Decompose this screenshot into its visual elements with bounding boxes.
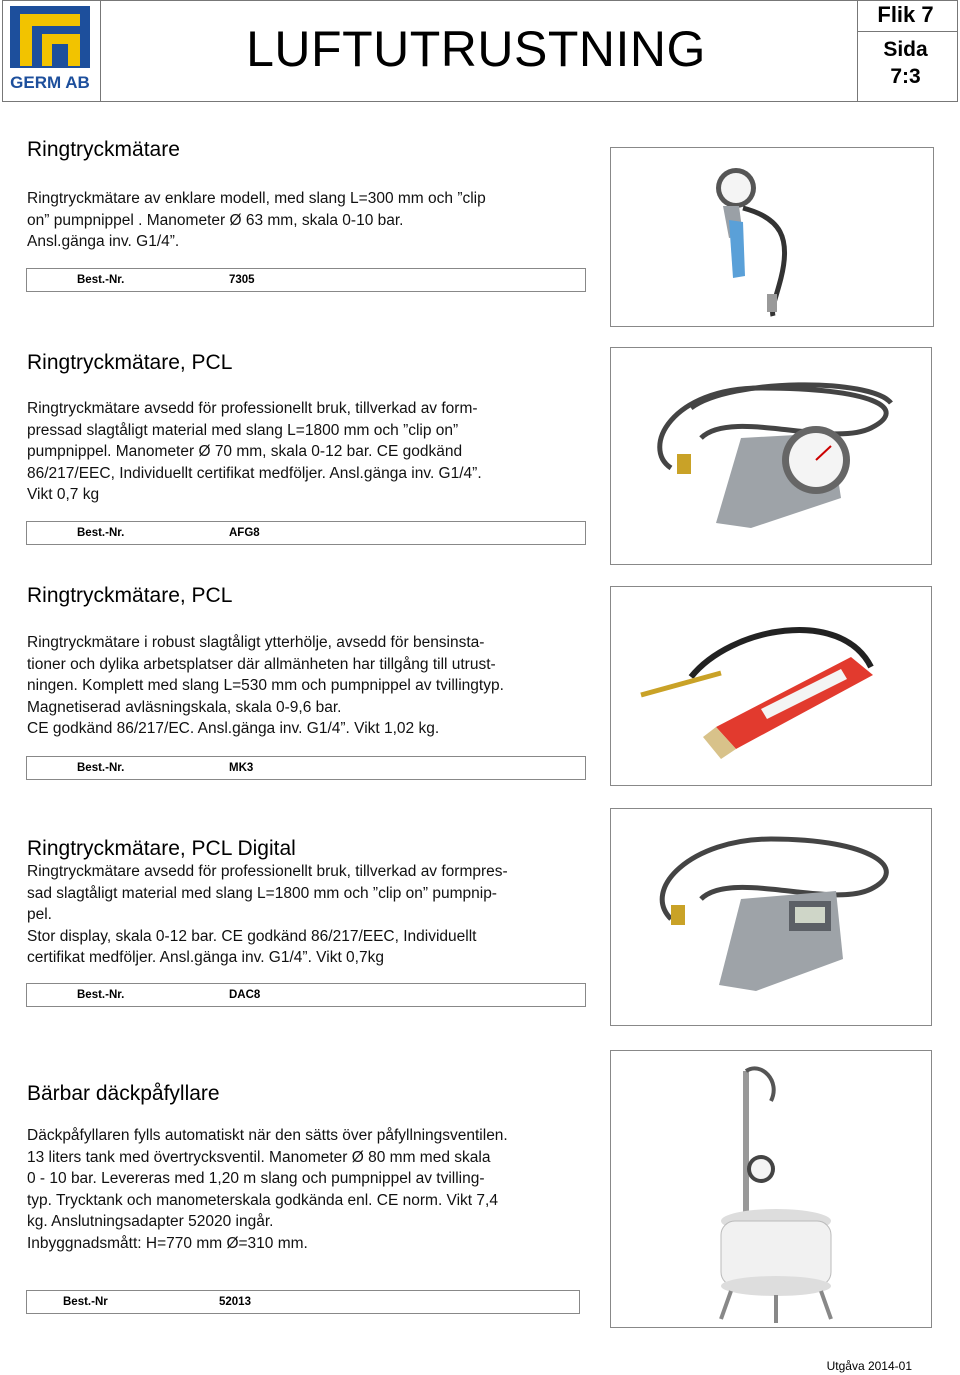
order-number: AFG8 bbox=[229, 527, 260, 539]
order-number: MK3 bbox=[229, 762, 254, 774]
product-description: Ringtryckmätare avsedd för professionellt bruk, tillverkad av formpres- sad slagtåligt material med slang L=1800 mm och ”clip on” pumpnip- pel. Stor display, skala 0-12 bar. CE godkänd 86/217/EEC, Individuellt certifikat medföljer. Ansl.gänga inv. G1/4”. Vikt 0,7kg bbox=[27, 863, 508, 966]
header-divider bbox=[858, 31, 958, 32]
product-description: Ringtryckmätare av enklare modell, med slang L=300 mm och ”clip on” pumpnippel . Manometer Ø 63 mm, skala 0-10 bar. Ansl.gänga inv. G1/4”. bbox=[27, 190, 486, 250]
order-number: 7305 bbox=[229, 274, 255, 286]
order-number: 52013 bbox=[219, 1296, 251, 1308]
product-description: Ringtryckmätare i robust slagtåligt ytterhölje, avsedd för bensinsta- tioner och dylika arbetsplatser där allmänheten har tillgång till utrust- ningen. Komplett med slang L=530 mm och pumpnippel av tvillingtyp. Magnetiserad avläsningskala, skala 0-9,6 bar. CE godkänd 86/217/EC. Ansl.gänga inv. G1/4”. Vikt 1,02 kg. bbox=[27, 634, 504, 737]
product-image bbox=[610, 586, 932, 786]
sida-value: 7:3 bbox=[890, 65, 921, 88]
product-image bbox=[610, 1050, 932, 1328]
flik-label: Flik 7 bbox=[877, 2, 934, 27]
page-title: LUFTUTRUSTNING bbox=[246, 21, 706, 77]
germ-ab-logo bbox=[8, 4, 92, 94]
order-number-box bbox=[26, 521, 586, 545]
sida-label: Sida bbox=[883, 38, 928, 61]
order-number-label: Best.-Nr. bbox=[77, 989, 125, 1001]
order-number-label: Best.-Nr. bbox=[77, 274, 125, 286]
order-number-label: Best.-Nr. bbox=[77, 762, 125, 774]
logo-text: GERM AB bbox=[10, 73, 90, 92]
order-number: DAC8 bbox=[229, 989, 261, 1001]
order-number-box bbox=[26, 1290, 580, 1314]
order-number-label: Best.-Nr. bbox=[77, 527, 125, 539]
product-title: Bärbar däckpåfyllare bbox=[27, 1082, 220, 1105]
order-number-box bbox=[26, 268, 586, 292]
product-title: Ringtryckmätare bbox=[27, 138, 180, 161]
product-image bbox=[610, 808, 932, 1026]
order-number-box bbox=[26, 756, 586, 780]
product-description: Ringtryckmätare avsedd för professionellt bruk, tillverkad av form- pressad slagtåligt material med slang L=1800 mm och ”clip on” pumpnippel. Manometer Ø 70 mm, skala 0-12 bar. CE godkänd 86/217/EEC, Individuellt certifikat medföljer. Ansl.gänga inv. G1/4”. Vikt 0,7 kg bbox=[27, 400, 482, 503]
edition-date: Utgåva 2014-01 bbox=[826, 1359, 912, 1373]
order-number-box bbox=[26, 983, 586, 1007]
order-number-label: Best.-Nr bbox=[63, 1296, 108, 1308]
product-title: Ringtryckmätare, PCL bbox=[27, 351, 233, 374]
product-description: Däckpåfyllaren fylls automatiskt när den sätts över påfyllningsventilen. 13 liters tank med övertrycksventil. Manometer Ø 80 mm med skala 0 - 10 bar. Levereras med 1,20 m slang och pumpnippel av tvilling- typ. Trycktank och manometerskala godkända enl. CE norm. Vikt 7,4 kg. Anslutningsadapter 52020 ingår. Inbyggnadsmått: H=770 mm Ø=310 mm. bbox=[27, 1127, 508, 1252]
product-image bbox=[610, 347, 932, 565]
product-title: Ringtryckmätare, PCL Digital bbox=[27, 837, 296, 860]
product-title: Ringtryckmätare, PCL bbox=[27, 584, 233, 607]
sida-block bbox=[855, 36, 956, 90]
product-image bbox=[610, 147, 934, 327]
